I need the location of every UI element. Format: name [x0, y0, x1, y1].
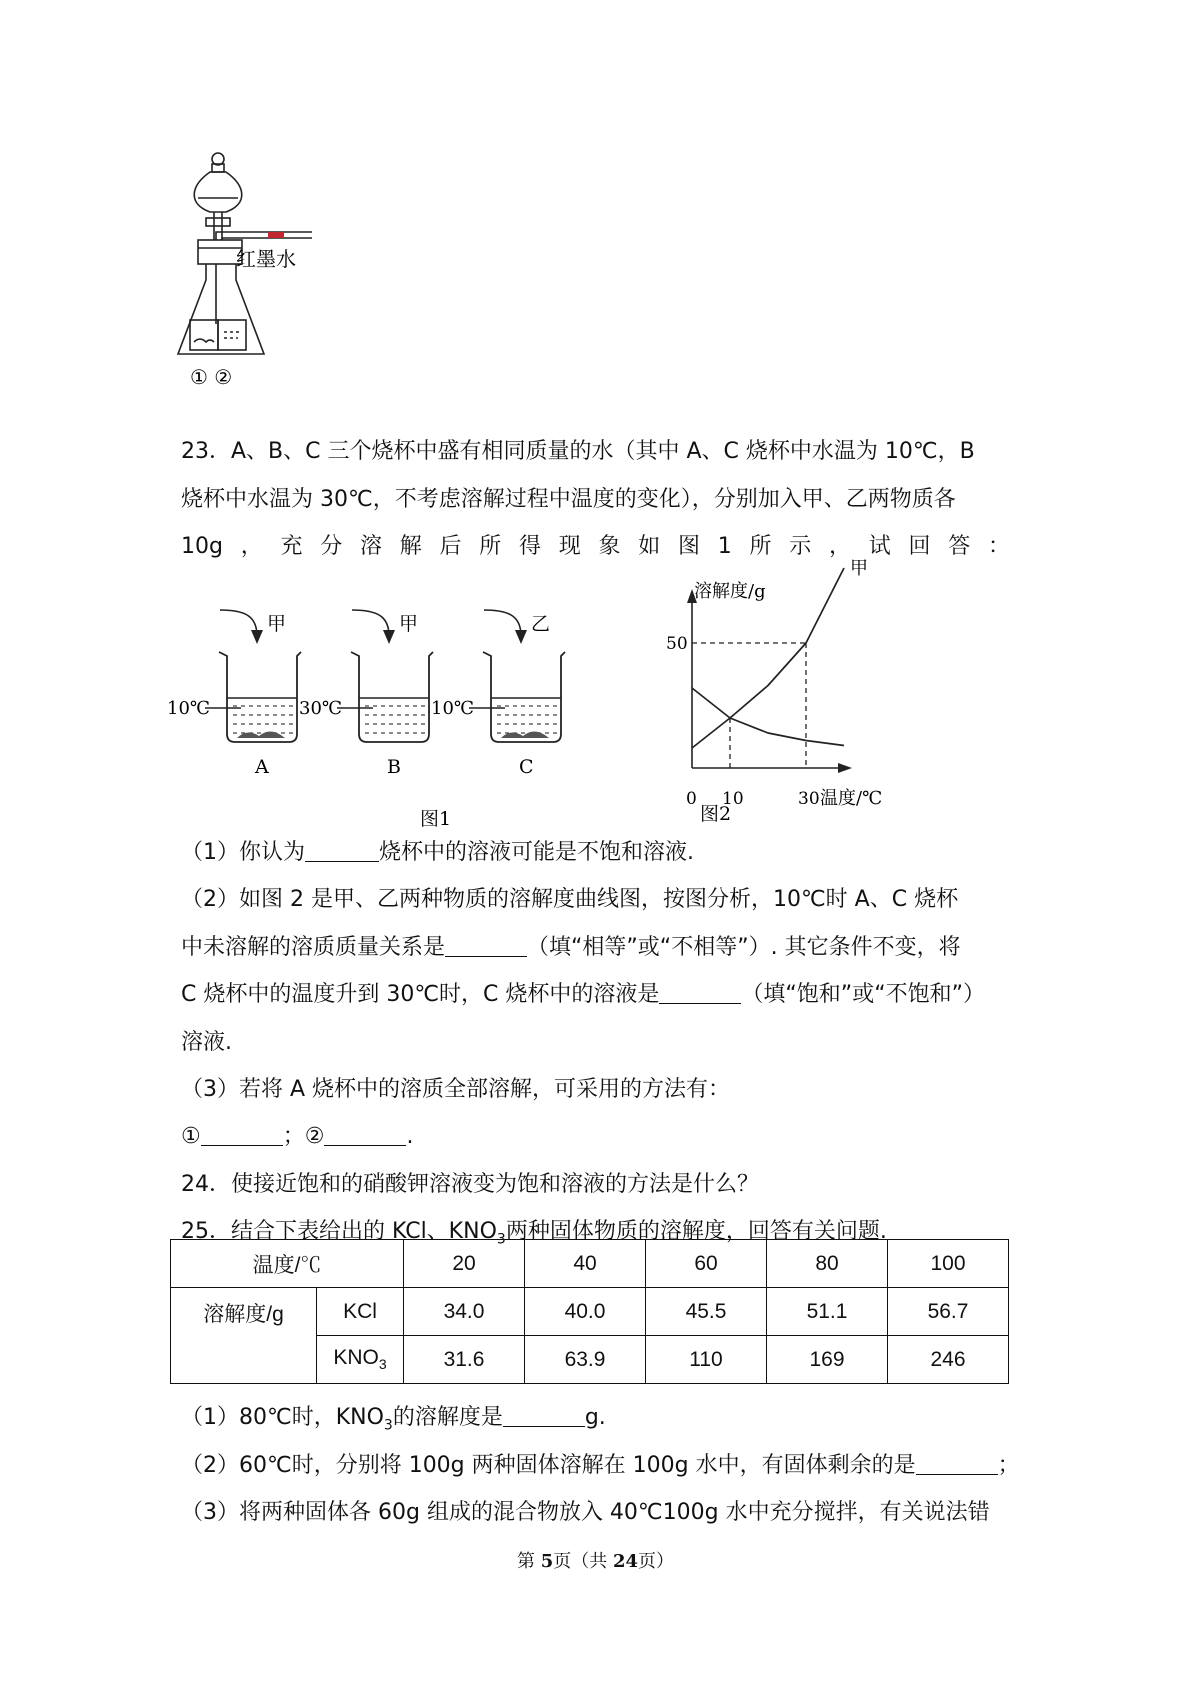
q23-part2-text-a: 中未溶解的溶质质量关系是 [181, 935, 446, 960]
q25-part1-c: g. [584, 1405, 606, 1430]
q25-part1 [181, 1403, 606, 1440]
table-cell: 31.6 [404, 1336, 525, 1384]
beaker-label: C [519, 756, 534, 778]
substance-sub: 3 [378, 1356, 387, 1373]
q25-part2-b: ； [997, 1453, 1020, 1478]
q23-line3-word: 现 [558, 534, 581, 559]
table-cell: 40.0 [525, 1288, 646, 1336]
footer-a: 第 [516, 1551, 541, 1572]
arrow-icon [220, 610, 257, 636]
beaker-substance: 甲 [267, 613, 287, 635]
solubility-chart [650, 558, 883, 825]
arrow-head-icon [251, 630, 263, 644]
q23-line3-word: 如 [638, 534, 661, 559]
apparatus-figure [176, 148, 366, 398]
q23-part3-line1: （3）若将 A 烧杯中的溶质全部溶解，可采用的方法有： [181, 1077, 731, 1102]
footer-page-number: 5 [540, 1551, 554, 1572]
q23-line3-word: 答 [948, 534, 971, 559]
beaker-label: B [387, 756, 401, 778]
x-tick-label: 30 [798, 789, 820, 809]
q23-part1-text-a: （1）你认为 [181, 840, 305, 865]
q23-part1-text-b: 烧杯中的溶液可能是不饱和溶液. [379, 840, 694, 865]
table-cell: 110 [646, 1336, 767, 1384]
table-cell: 246 [888, 1336, 1009, 1384]
q25-part3: （3）将两种固体各 60g 组成的混合物放入 40℃100g 水中充分搅拌，有关说法错 [181, 1500, 990, 1525]
q23-part3-text-b: ；② [282, 1124, 325, 1149]
q23-line2: 烧杯中水温为 30℃，不考虑溶解过程中温度的变化），分别加入甲、乙两物质各 [181, 487, 956, 512]
q23-line3-word: 试 [868, 534, 891, 559]
beaker-substance: 甲 [399, 613, 419, 635]
q23-part3-line2 [181, 1122, 413, 1152]
q23-part2-text-b: （填“相等”或“不相等”）. 其它条件不变，将 [527, 935, 961, 960]
q24-text: 24．使接近饱和的硝酸钾溶液变为饱和溶液的方法是什么？ [181, 1172, 759, 1197]
table-cell: 63.9 [525, 1336, 646, 1384]
table-temp: 100 [888, 1240, 1009, 1288]
footer-total-pages: 24 [612, 1551, 639, 1572]
q23-line3-word: 充 [280, 534, 303, 559]
q23-line3-word: 10g [181, 534, 223, 559]
answer-blank[interactable] [445, 934, 527, 957]
q23-line3-word: 1 [717, 534, 732, 559]
beaker-outline [483, 652, 565, 742]
q23-part3-text-a: ① [181, 1124, 201, 1149]
q23-part2-line1: （2）如图 2 是甲、乙两种物质的溶解度曲线图，按图分析，10℃时 A、C 烧杯 [181, 887, 959, 912]
q23-line3-word: 得 [518, 534, 541, 559]
q23-line3-word: ： [987, 534, 1010, 559]
table-row-label: 溶解度/g [171, 1288, 317, 1384]
table-temp: 60 [646, 1240, 767, 1288]
q25-part1-sub: 3 [383, 1417, 393, 1434]
table-temp: 20 [404, 1240, 525, 1288]
answer-blank[interactable] [916, 1452, 998, 1475]
apparatus-label-ink: 红墨水 [236, 247, 296, 271]
answer-blank[interactable] [305, 839, 379, 862]
q23-line3-word: 所 [749, 534, 772, 559]
q23-part2-line3 [181, 980, 985, 1010]
x-tick-label: 0 [686, 789, 697, 809]
x-tick-label: 10 [722, 789, 744, 809]
footer-b: 页（共 [553, 1551, 613, 1572]
solubility-table [170, 1239, 1009, 1384]
figure-1-caption: 图1 [420, 808, 452, 830]
beaker-C [431, 610, 565, 778]
table-substance [317, 1336, 404, 1384]
answer-blank[interactable] [201, 1123, 283, 1146]
beaker-B [299, 610, 433, 778]
table-temp: 80 [767, 1240, 888, 1288]
arrow-icon [484, 610, 521, 636]
beaker-temp: 10℃ [167, 698, 211, 719]
q23-part2-text-c: C 烧杯中的温度升到 30℃时，C 烧杯中的溶液是 [181, 982, 660, 1007]
series-line-1 [692, 688, 844, 746]
answer-blank[interactable] [324, 1123, 406, 1146]
q23-part2-line2 [181, 933, 961, 963]
q25-part2-a: （2）60℃时，分别将 100g 两种固体溶解在 100g 水中，有固体剩余的是 [181, 1453, 916, 1478]
q23-part2-line4: 溶液. [181, 1030, 232, 1055]
q23-line3-word: ， [828, 534, 851, 559]
table-cell: 45.5 [646, 1288, 767, 1336]
answer-blank[interactable] [659, 981, 741, 1004]
q23-line3-word: 象 [598, 534, 621, 559]
answer-blank[interactable] [503, 1404, 585, 1427]
beaker-temp: 30℃ [299, 698, 343, 719]
beaker-substance: 乙 [531, 613, 551, 635]
q23-line3-word: 后 [439, 534, 462, 559]
beaker-temp: 10℃ [431, 698, 475, 719]
q23-line3-word: 图 [677, 534, 700, 559]
q23-line3-word: 示 [789, 534, 812, 559]
q23-line3-word: ， [240, 534, 263, 559]
q23-line3 [181, 532, 1010, 562]
table-cell: 34.0 [404, 1288, 525, 1336]
x-axis-arrow-icon [838, 763, 852, 773]
figure-2-caption: 图2 [700, 803, 732, 825]
q25-intro-b: 两种固体物质的溶解度，回答有关问题. [505, 1219, 887, 1244]
q23-part1 [181, 838, 694, 868]
q23-line3-word: 所 [479, 534, 502, 559]
x-axis-label: 温度/℃ [820, 788, 883, 809]
table-temp: 40 [525, 1240, 646, 1288]
q25-part1-a: （1）80℃时，KNO [181, 1405, 384, 1430]
arrow-head-icon [515, 630, 527, 644]
footer-c: 页） [638, 1551, 675, 1572]
beaker-outline [351, 652, 433, 742]
table-header-label: 温度/℃ [171, 1240, 404, 1288]
q23-part2-text-d: （填“饱和”或“不饱和”） [741, 982, 985, 1007]
y-axis-label: 溶解度/g [694, 581, 766, 602]
y-tick-label: 50 [666, 634, 688, 654]
q23-line1: 23．A、B、C 三个烧杯中盛有相同质量的水（其中 A、C 烧杯中水温为 10℃，B [181, 439, 975, 464]
beaker-A [167, 610, 301, 778]
apparatus-label-items: ① ② [190, 365, 233, 389]
q23-part3-text-c: . [406, 1124, 414, 1149]
q25-intro-sub: 3 [496, 1231, 506, 1248]
table-substance: KCl [317, 1288, 404, 1336]
series-label: 甲 [850, 558, 868, 579]
q23-line3-word: 解 [399, 534, 422, 559]
arrow-head-icon [383, 630, 395, 644]
q23-line3-word: 分 [320, 534, 343, 559]
q23-line3-word: 溶 [359, 534, 382, 559]
figure-1 [167, 610, 635, 835]
q25-intro-a: 25．结合下表给出的 KCl、KNO [181, 1219, 497, 1244]
arrow-icon [352, 610, 389, 636]
q25-part1-b: 的溶解度是 [392, 1405, 503, 1430]
table-cell: 51.1 [767, 1288, 888, 1336]
substance-name: KNO [333, 1346, 379, 1370]
q25-part2 [181, 1451, 1020, 1481]
table-cell: 169 [767, 1336, 888, 1384]
page-footer [0, 1547, 1191, 1573]
table-cell: 56.7 [888, 1288, 1009, 1336]
beaker-label: A [255, 756, 269, 778]
beaker-outline [219, 652, 301, 742]
q23-line3-word: 回 [908, 534, 931, 559]
